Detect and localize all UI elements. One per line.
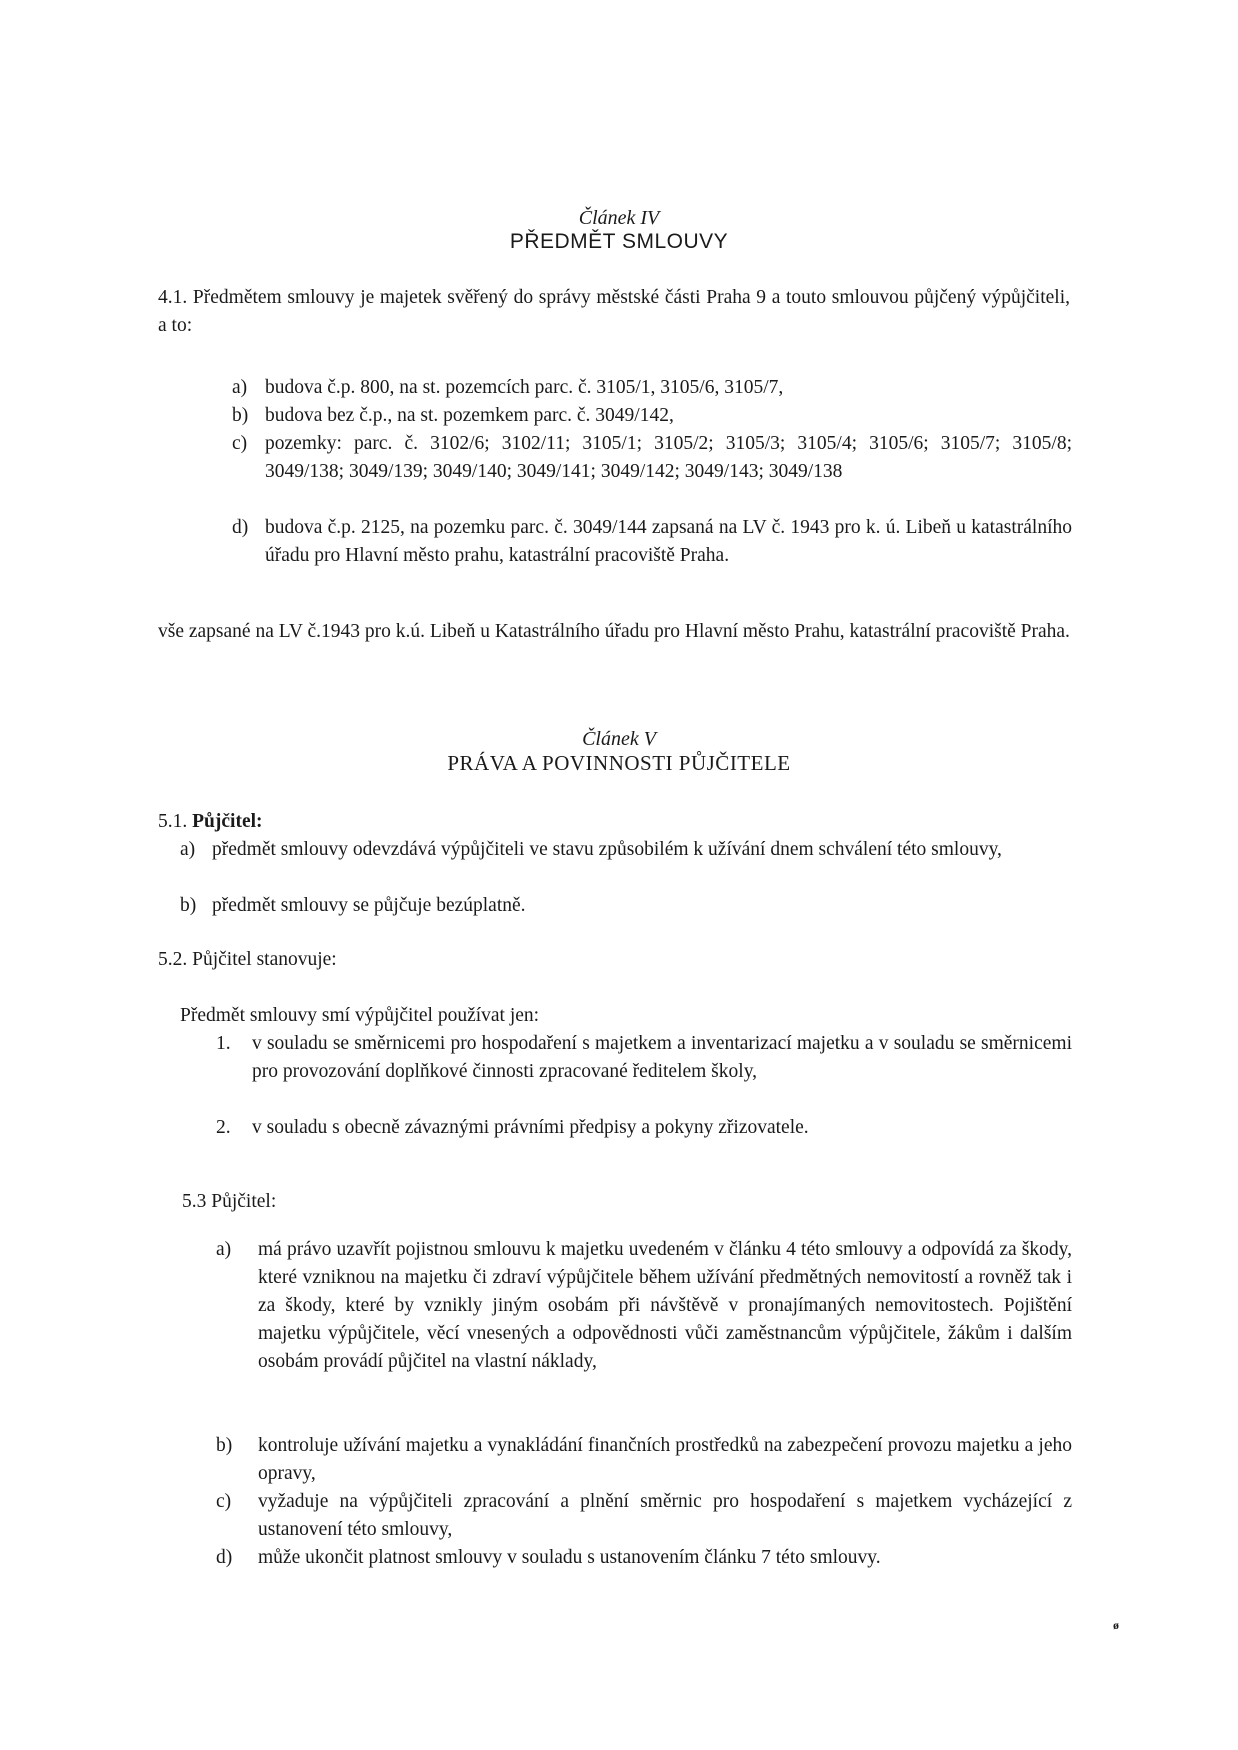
item-text: předmět smlouvy odevzdává výpůjčiteli ve stavu způsobilém k užívání dnem schválení této smlouvy, bbox=[212, 839, 1002, 860]
item-text: vyžaduje na výpůjčiteli zpracování a plnění směrnic pro hospodaření s majetkem vycházející z ustanovení této smlouvy, bbox=[258, 1491, 1072, 1540]
article-5-label: Článek V bbox=[582, 728, 656, 750]
section-5-2-item-2 bbox=[216, 1114, 1072, 1142]
section-5-1-heading bbox=[158, 808, 263, 836]
article-4-closing: vše zapsané na LV č.1943 pro k.ú. Libeň u Katastrálního úřadu pro Hlavní město Prahu, katastrální pracoviště Praha. bbox=[158, 621, 1070, 642]
item-marker: d) bbox=[232, 517, 249, 538]
section-5-3-item-b bbox=[216, 1432, 1072, 1488]
section-5-2-heading: 5.2. Půjčitel stanovuje: bbox=[158, 949, 337, 970]
article-4-label: Článek IV bbox=[578, 207, 660, 229]
item-text: v souladu se směrnicemi pro hospodaření s majetkem a inventarizací majetku a v souladu se směrnicemi pro provozování doplňkové činnosti zpracované ředitelem školy, bbox=[252, 1033, 1072, 1082]
item-text: budova bez č.p., na st. pozemkem parc. č. 3049/142, bbox=[265, 405, 674, 426]
corner-mark: ø bbox=[1113, 1618, 1119, 1632]
item-text: budova č.p. 800, na st. pozemcích parc. č. 3105/1, 3105/6, 3105/7, bbox=[265, 377, 784, 398]
section-5-1-item-b bbox=[180, 892, 1072, 920]
item-text: v souladu s obecně závaznými právními předpisy a pokyny zřizovatele. bbox=[252, 1117, 809, 1138]
item-marker: b) bbox=[216, 1435, 233, 1456]
item-text: může ukončit platnost smlouvy v souladu s ustanovením článku 7 této smlouvy. bbox=[258, 1547, 881, 1568]
article-4-item-a bbox=[232, 374, 1072, 402]
article-4-intro: 4.1. Předmětem smlouvy je majetek svěřený do správy městské části Praha 9 a touto smlouvou půjčený výpůjčiteli, a to: bbox=[158, 287, 1070, 336]
item-marker: a) bbox=[180, 839, 196, 860]
section-5-1-item-a bbox=[180, 836, 1072, 892]
item-text: budova č.p. 2125, na pozemku parc. č. 3049/144 zapsaná na LV č. 1943 pro k. ú. Libeň u katastrálního úřadu pro Hlavní město prahu, katastrální pracoviště Praha. bbox=[265, 517, 1072, 566]
item-marker: b) bbox=[232, 405, 249, 426]
item-marker: 2. bbox=[216, 1117, 231, 1138]
item-text: předmět smlouvy se půjčuje bezúplatně. bbox=[212, 895, 526, 916]
item-text: má právo uzavřít pojistnou smlouvu k majetku uvedeném v článku 4 této smlouvy a odpovídá za škody, které vzniknou na majetku či zdraví výpůjčitele během užívání předmětných nemovitostí a rovněž tak i za škody, které by vznikly jiným osobám při návštěvě v pronajímaných nemovitostech. Pojištění majetku výpůjčitele, věcí vnesených a odpovědnosti vůči zaměstnancům výpůjčitele, žákům i dalším osobám provádí půjčitel na vlastní náklady, bbox=[258, 1239, 1072, 1372]
article-4-title: PŘEDMĚT SMLOUVY bbox=[509, 230, 729, 253]
section-5-3-item-d bbox=[216, 1544, 1072, 1572]
item-marker: d) bbox=[216, 1547, 233, 1568]
item-marker: c) bbox=[216, 1491, 232, 1512]
section-number: 5.1. bbox=[158, 811, 188, 832]
item-marker: a) bbox=[216, 1239, 232, 1260]
section-5-2-item-1 bbox=[216, 1030, 1072, 1114]
section-5-2-lead: Předmět smlouvy smí výpůjčitel používat jen: bbox=[180, 1005, 540, 1026]
article-4-item-c bbox=[232, 430, 1072, 514]
section-5-3-heading: 5.3 Půjčitel: bbox=[182, 1191, 277, 1212]
section-head: Půjčitel: bbox=[192, 811, 263, 832]
article-4-item-d bbox=[232, 514, 1072, 570]
section-5-3-item-c bbox=[216, 1488, 1072, 1544]
item-marker: c) bbox=[232, 433, 248, 454]
article-4-item-b bbox=[232, 402, 1072, 430]
article-5-title: PRÁVA A POVINNOSTI PŮJČITELE bbox=[447, 751, 791, 775]
item-marker: 1. bbox=[216, 1033, 231, 1054]
section-5-3-item-a bbox=[216, 1236, 1072, 1432]
item-text: kontroluje užívání majetku a vynakládání finančních prostředků na zabezpečení provozu majetku a jeho opravy, bbox=[258, 1435, 1072, 1484]
item-text: pozemky: parc. č. 3102/6; 3102/11; 3105/1; 3105/2; 3105/3; 3105/4; 3105/6; 3105/7; 3105/8; 3049/138; 3049/139; 3049/140; 3049/141; 3049/142; 3049/143; 3049/138 bbox=[265, 433, 1072, 482]
item-marker: a) bbox=[232, 377, 248, 398]
item-marker: b) bbox=[180, 895, 197, 916]
